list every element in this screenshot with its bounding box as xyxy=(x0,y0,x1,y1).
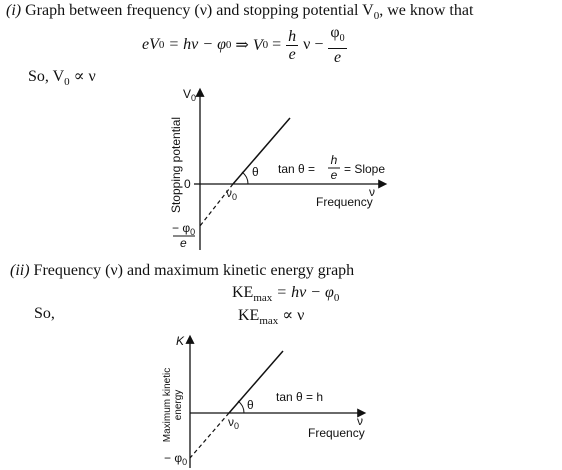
graph2-extrapolation xyxy=(190,413,229,458)
part1-heading: (i) Graph between frequency (ν) and stopping potential $V_0$, we know that xyxy=(6,2,474,23)
part2-so-label: So, xyxy=(34,305,55,322)
graph2-theta-arc xyxy=(238,401,244,413)
part1-equation: eV 0 = hν − φ 0 ⇒ V 0 = $\frac{h}{e}$ ν − $\frac{\varphi_0}{e}$ xyxy=(142,24,345,66)
graph2-line xyxy=(229,351,283,413)
graph2-ylabel-line1: Maximum kinetic xyxy=(162,367,173,443)
part1-proportionality: So, $V_0 \propto \nu$ xyxy=(28,68,96,89)
graph2-xlabel: Frequency xyxy=(308,426,365,440)
graph2-theta-label: θ xyxy=(247,398,254,412)
part2-equation-2: $KE_{max} \propto \nu$ xyxy=(238,307,305,328)
graph1-slope-text: = Slope xyxy=(344,162,386,176)
graph1-tan-den: e xyxy=(330,168,338,182)
graph1-theta-arc xyxy=(242,172,248,184)
graph1-intercept-num: − $\varphi_0$ xyxy=(172,221,196,237)
graph2-intercept: − $\varphi_0$ xyxy=(164,451,188,467)
part1-marker: (i) xyxy=(6,2,22,19)
graph1-xlabel: Frequency xyxy=(316,195,373,209)
graph2-x-symbol: ν xyxy=(357,414,363,428)
graph1-x-symbol: ν xyxy=(369,185,375,199)
graph1-nu0-label: $\nu_0$ xyxy=(226,186,238,202)
graph1-theta-label: θ xyxy=(252,165,259,179)
part2-marker: (ii) xyxy=(10,262,30,279)
graph2-ylabel-line2: energy xyxy=(173,389,184,421)
graph2-tan-text: tan θ = h xyxy=(276,390,324,404)
graph1-zero-label: 0 xyxy=(184,177,191,191)
graph1-tan-text: tan θ = xyxy=(278,162,316,176)
fraction-h-over-e: $\frac{h}{e}$ xyxy=(288,27,297,63)
part2-equation-1: $KE_{max} = h\nu - \varphi_0$ xyxy=(232,284,340,305)
graph2-nu0-label: $\nu_0$ xyxy=(228,415,240,431)
graph1-y-symbol: $V_0$ xyxy=(183,87,197,103)
graph1-intercept-den: e xyxy=(180,236,187,250)
part2-heading: (ii) Frequency (ν) and maximum kinetic energy graph xyxy=(10,262,355,279)
graph2-y-symbol: K xyxy=(176,334,185,348)
graph1-tan-num: h xyxy=(330,153,338,167)
graph1-ylabel: Stopping potential xyxy=(169,116,183,214)
fraction-phi0-over-e: $\frac{\varphi_0}{e}$ xyxy=(330,24,345,66)
